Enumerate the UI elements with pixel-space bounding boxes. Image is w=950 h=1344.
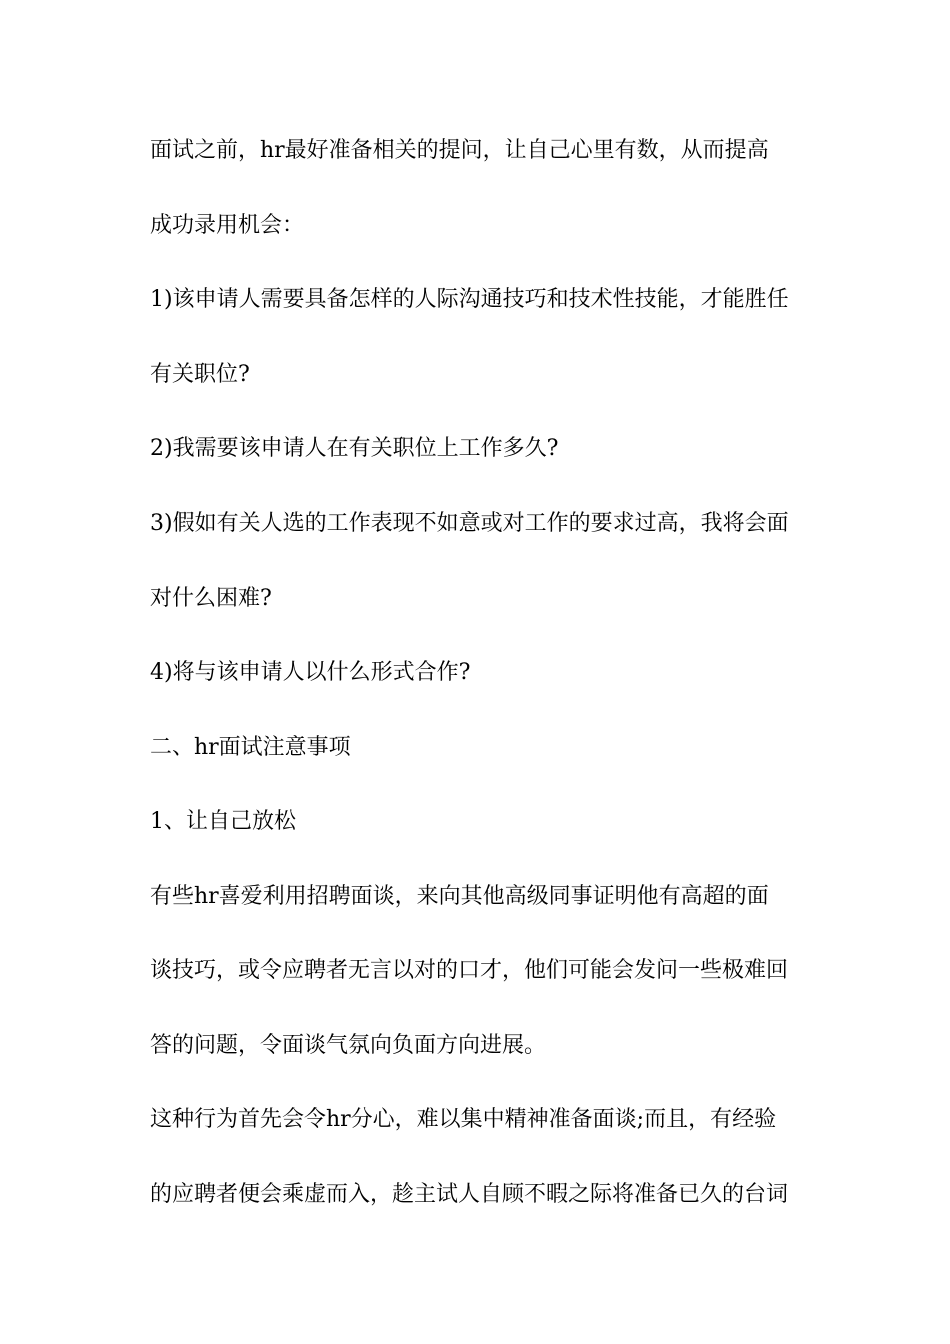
paragraph-line: 这种行为首先会令hr分心，难以集中精神准备面谈;而且，有经验	[150, 1107, 777, 1132]
paragraph-line: 谈技巧，或令应聘者无言以对的口才，他们可能会发问一些极难回	[150, 958, 789, 983]
section-heading: 二、hr面试注意事项	[150, 735, 351, 760]
paragraph-line: 面试之前，hr最好准备相关的提问，让自己心里有数，从而提高	[150, 138, 769, 163]
list-item-3: 3)假如有关人选的工作表现不如意或对工作的要求过高，我将会面	[150, 511, 789, 536]
list-item-3-continued: 对什么困难?	[150, 586, 272, 611]
subsection-heading: 1、让自己放松	[150, 809, 296, 834]
paragraph-line: 成功录用机会：	[150, 213, 305, 238]
paragraph-line: 有些hr喜爱利用招聘面谈，来向其他高级同事证明他有高超的面	[150, 884, 769, 909]
paragraph-line: 的应聘者便会乘虚而入，趁主试人自顾不暇之际将准备已久的台词	[150, 1182, 789, 1207]
paragraph-line: 答的问题，令面谈气氛向负面方向进展。	[150, 1033, 547, 1058]
list-item-4: 4)将与该申请人以什么形式合作?	[150, 660, 471, 685]
list-item-1: 1)该申请人需要具备怎样的人际沟通技巧和技术性技能，才能胜任	[150, 287, 789, 312]
list-item-1-continued: 有关职位?	[150, 362, 250, 387]
list-item-2: 2)我需要该申请人在有关职位上工作多久?	[150, 436, 559, 461]
